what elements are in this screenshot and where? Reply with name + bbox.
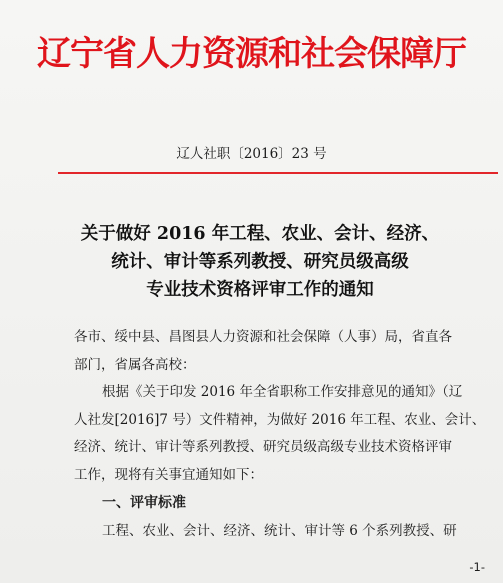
section-heading-review-standards: 一、评审标准 [102,495,186,511]
title-line-2: 统计、审计等系列教授、研究员级高级 [111,252,409,272]
page-number: -1- [469,560,485,574]
document-number: 辽人社职〔2016〕23 号 [176,146,327,162]
basis-paragraph [74,379,494,489]
red-divider-rule [58,172,498,174]
document-title [40,220,480,304]
recipients-paragraph [74,324,494,379]
recipients-line-2: 部门，省属各高校： [74,356,196,373]
title-line-3: 专业技术资格评审工作的通知 [146,280,374,300]
title-line-1: 关于做好 2016 年工程、农业、会计、经济、 [80,224,440,244]
basis-line-4: 工作，现将有关事宜通知如下： [74,466,263,483]
basis-line-3: 经济、统计、审计等系列教授、研究员级高级专业技术资格评审 [74,439,452,455]
basis-line-1: 根据《关于印发 2016 年全省职称工作安排意见的通知》（辽 [102,384,463,400]
section-one-text: 工程、农业、会计、经济、统计、审计等 6 个系列教授、研 [102,523,457,539]
recipients-line-1: 各市、绥中县、昌图县人力资源和社会保障（人事）局，省直各 [74,329,452,345]
basis-line-2: 人社发[2016]7 号）文件精神，为做好 2016 年工程、农业、会计、 [74,411,486,428]
issuing-department-header: 辽宁省人力资源和社会保障厅 [37,34,466,74]
